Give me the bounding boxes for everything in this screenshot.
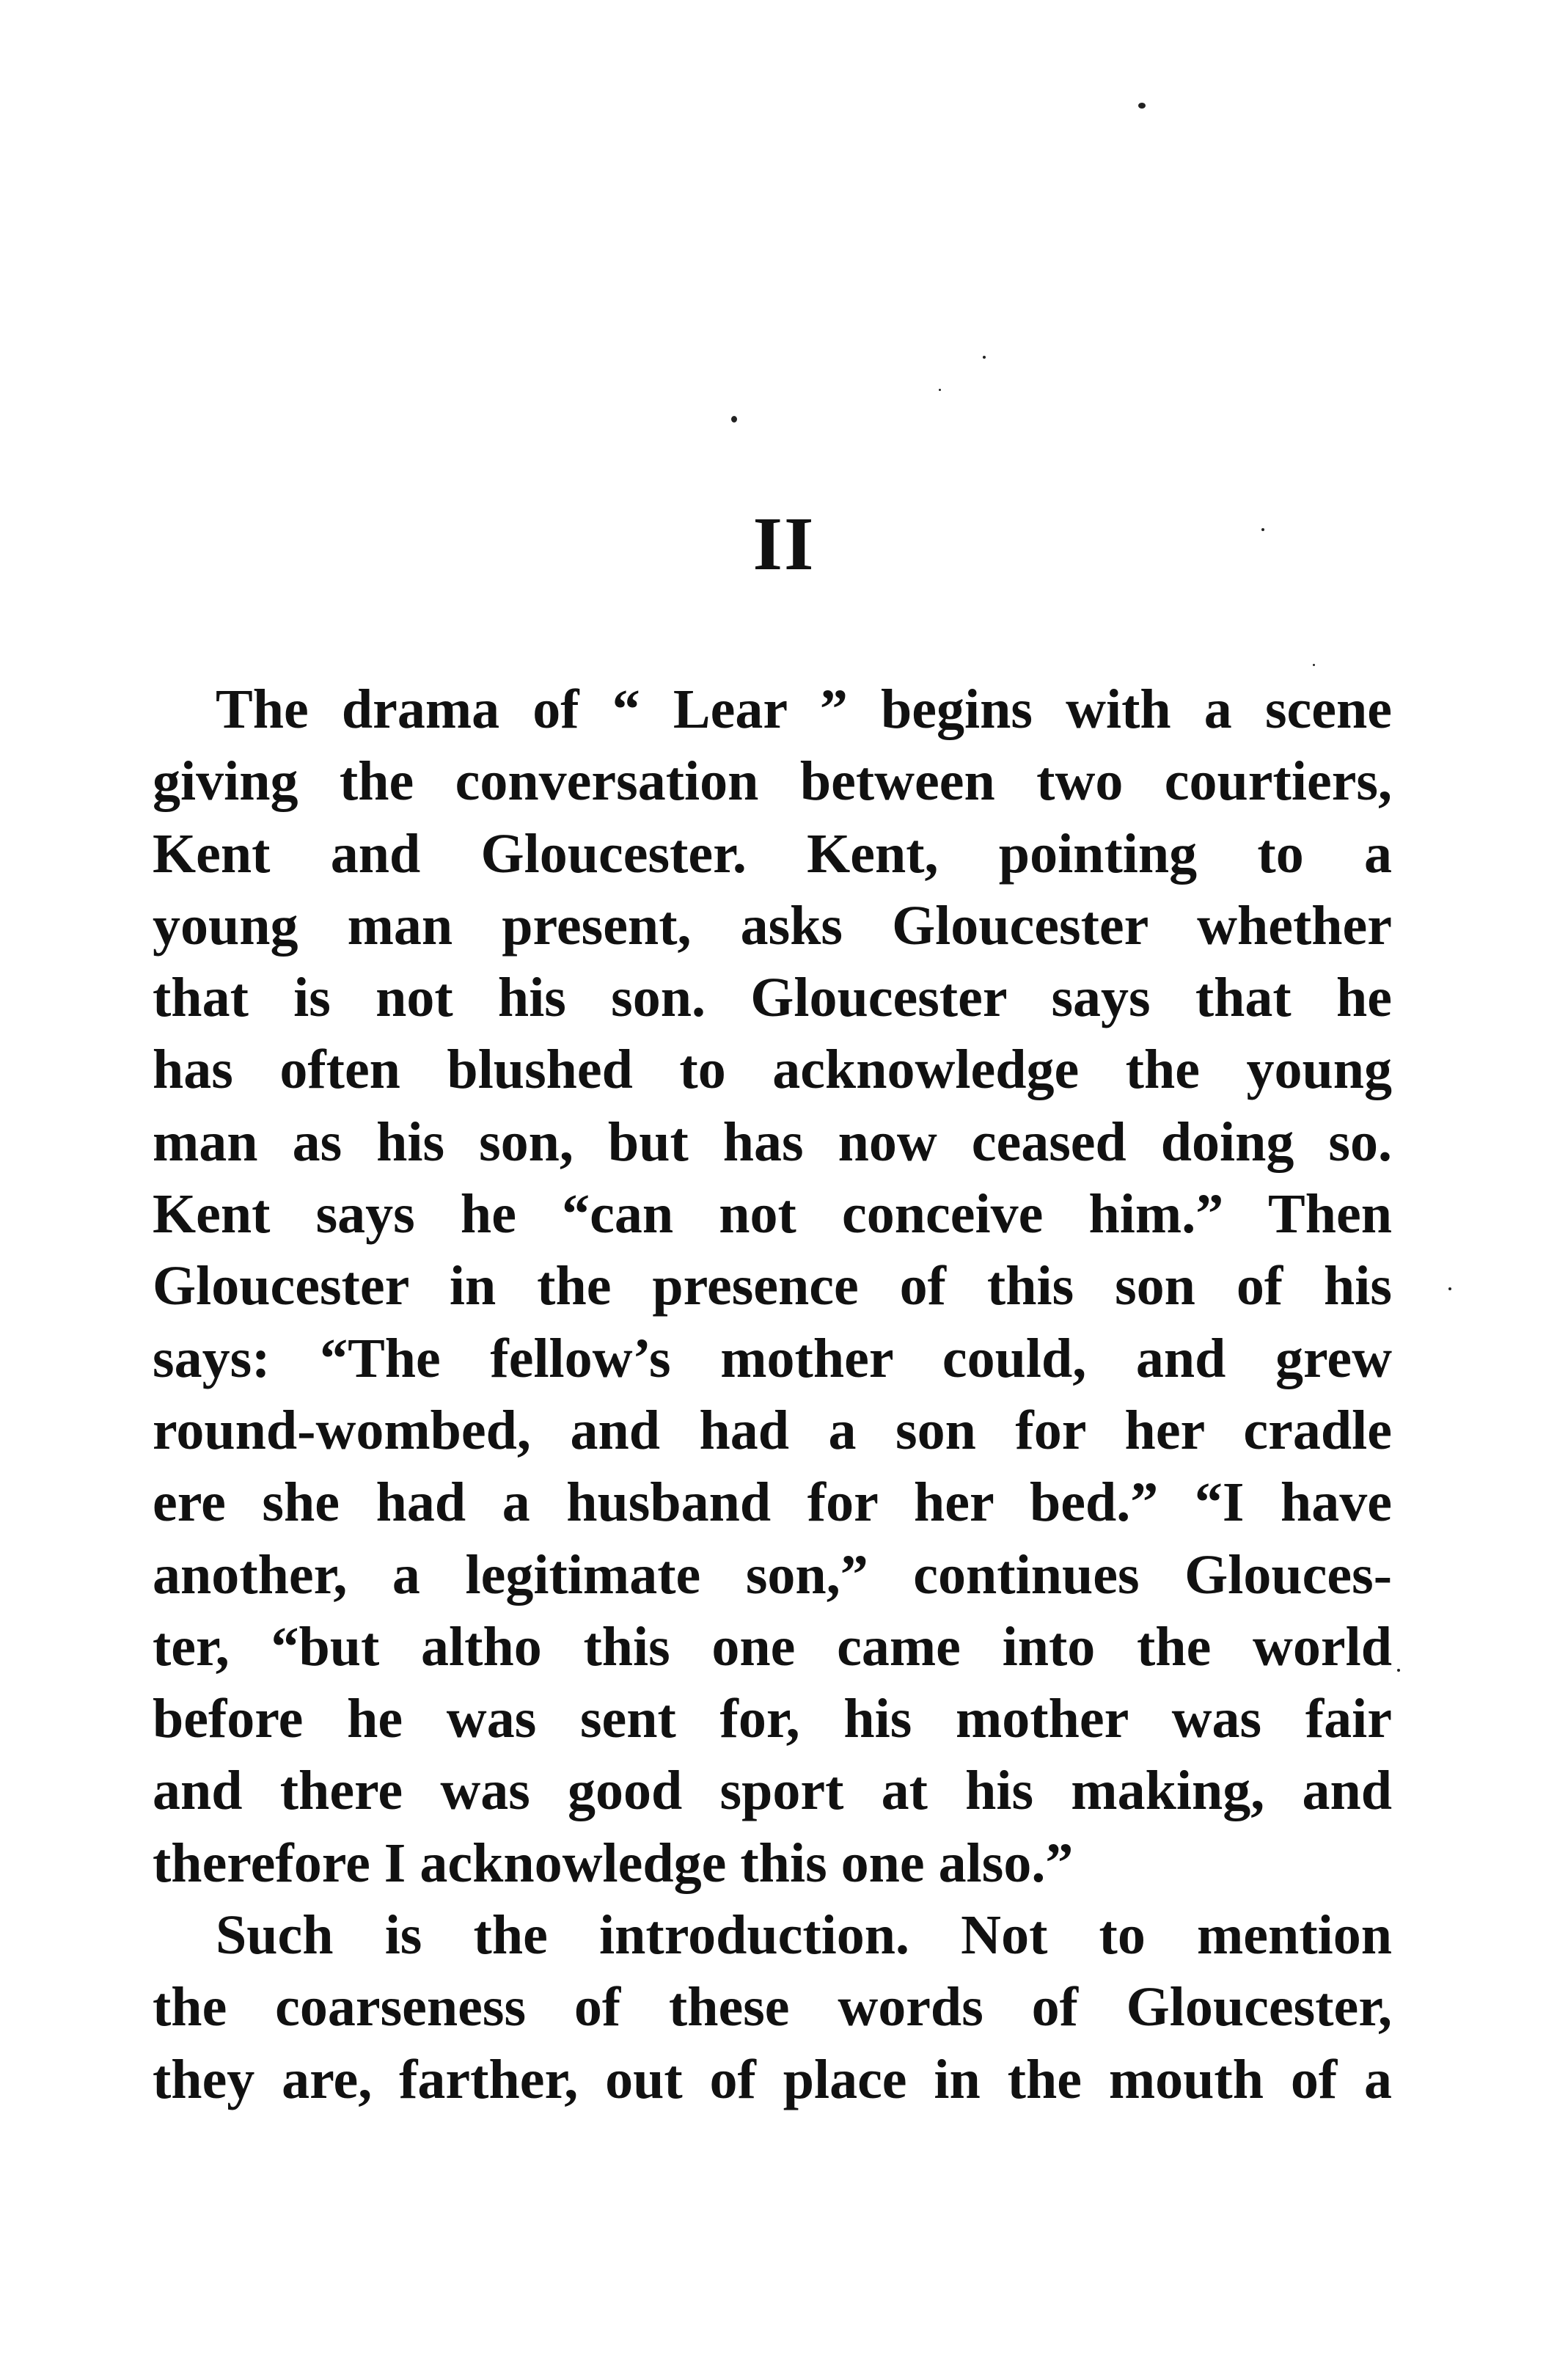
scan-speck — [983, 356, 986, 359]
scan-speck — [1397, 1669, 1400, 1672]
scan-speck — [939, 389, 941, 391]
text-line: The drama of “ Lear ” begins with a scene — [216, 679, 1392, 740]
text-line: the coarseness of these words of Gloucester, — [153, 1976, 1392, 2039]
text-line: ere she had a husband for her bed.” “I have — [153, 1471, 1392, 1534]
text-line: man as his son, but has now ceased doing so. — [153, 1111, 1392, 1173]
text-line: giving the conversation between two courtiers, — [153, 750, 1392, 813]
text-line: Such is the introduction. Not to mention — [216, 1904, 1392, 1967]
text-line: that is not his son. Gloucester says that he — [153, 967, 1392, 1029]
chapter-heading: II — [752, 502, 816, 586]
text-line: says: “The fellow’s mother could, and grew — [153, 1327, 1392, 1389]
scan-speck — [731, 416, 737, 423]
text-line: before he was sent for, his mother was fair — [153, 1688, 1392, 1750]
body-text — [153, 673, 1392, 2116]
text-line: Kent and Gloucester. Kent, pointing to a — [153, 822, 1392, 885]
text-line: Gloucester in the presence of this son of his — [153, 1255, 1392, 1317]
text-line: round-wombed, and had a son for her cradle — [153, 1399, 1392, 1461]
text-line: and there was good sport at his making, and — [153, 1760, 1392, 1822]
scan-speck — [1448, 1287, 1451, 1290]
text-line: Kent says he “can not conceive him.” Then — [153, 1183, 1392, 1246]
text-line: another, a legitimate son,” continues Glouces- — [153, 1543, 1392, 1606]
scan-speck — [1313, 664, 1315, 666]
text-line: therefore I acknowledge this one also.” — [153, 1832, 1074, 1894]
text-line: they are, farther, out of place in the mouth of a — [153, 2048, 1392, 2110]
text-line: ter, “but altho this one came into the world — [153, 1615, 1392, 1678]
text-line: has often blushed to acknowledge the young — [153, 1039, 1392, 1101]
text-line: young man present, asks Gloucester whether — [153, 894, 1392, 957]
scan-speck — [1138, 103, 1146, 109]
